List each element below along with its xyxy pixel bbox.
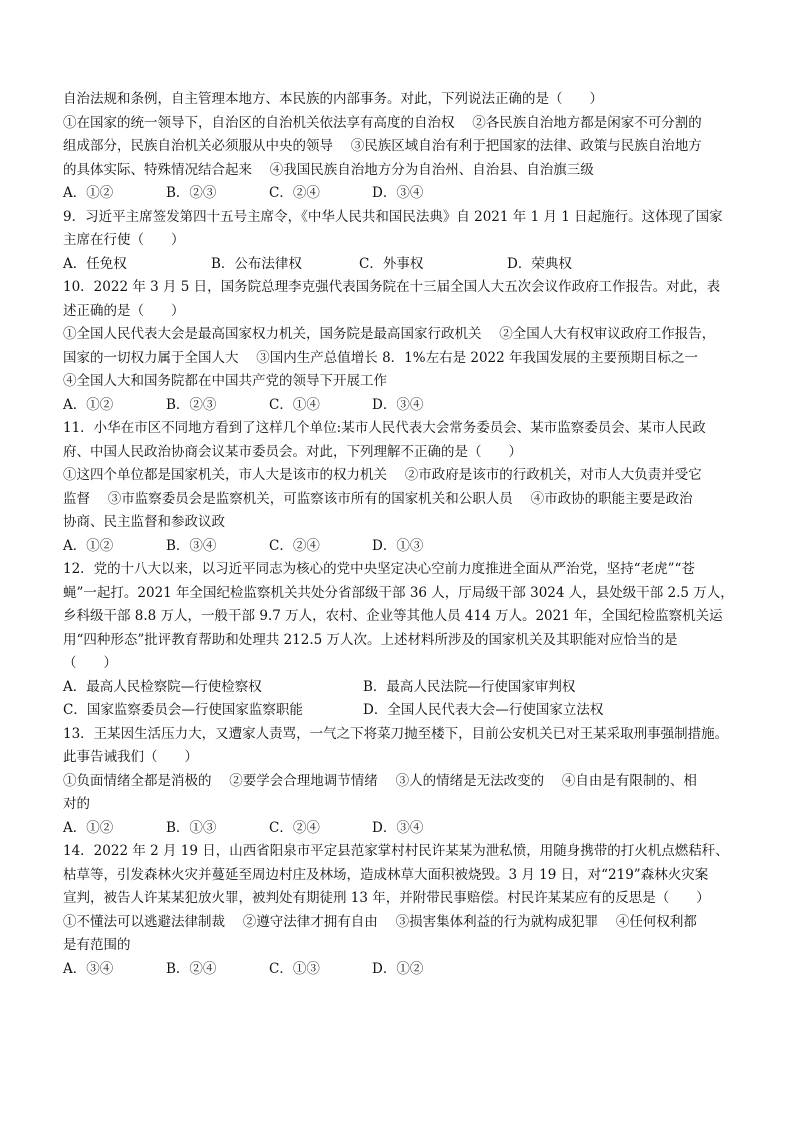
question-13-statement: 对的 <box>63 796 90 812</box>
question-12-options-row <box>63 699 739 723</box>
question-8-statement: 组成部分，民族自治机关必须服从中央的领导 ③民族区域自治有利于把国家的法律、政策与民族自治地方 <box>63 138 702 154</box>
question-10-options <box>63 394 739 418</box>
option-d[interactable]: D．①③ <box>372 537 424 554</box>
question-14-statement: 是有范围的 <box>63 937 131 953</box>
option-d[interactable]: D．③④ <box>372 185 424 201</box>
question-13 <box>63 723 739 841</box>
option-c[interactable]: C．国家监察委员会—行使国家监察职能 <box>63 702 303 718</box>
question-10-statement: ①全国人民代表大会是最高国家权力机关，国务院是最高国家行政机关 ②全国人大有权审议政府工作报告， <box>63 326 716 342</box>
question-12-stem: 12．党的十八大以来，以习近平同志为核心的党中央坚定决心空前力度推进全面从严治党，坚持“老虎”“苍 <box>63 561 695 577</box>
option-a[interactable]: A．①② <box>63 185 114 201</box>
question-list <box>63 88 739 981</box>
question-8-options <box>63 182 739 206</box>
option-a[interactable]: A．最高人民检察院—行使检察权 <box>63 678 262 695</box>
question-9-stem: 9．习近平主席签发第四十五号主席令，《中华人民共和国民法典》自 2021 年 1 月 1 日起施行。这体现了国家 <box>63 208 723 225</box>
question-12-stem: （ ） <box>63 655 117 671</box>
question-12-stem: 蝇”一起打。2021 年全国纪检监察机关共处分省部级干部 36 人，厅局级干部 3024 人，县处级干部 2.5 万人， <box>63 584 734 601</box>
question-9-stem: 主席在行使（ ） <box>63 232 185 248</box>
question-11-options <box>63 535 739 559</box>
question-9-options <box>63 253 739 277</box>
option-c[interactable]: C．外事权 <box>359 255 424 272</box>
question-10-stem: 述正确的是（ ） <box>63 302 185 319</box>
option-b[interactable]: B．最高人民法院—行使国家审判权 <box>363 678 576 695</box>
question-8-statement: 的具体实际、特殊情况结合起来 ④我国民族自治地方分为自治州、自治县、自治旗三级 <box>63 161 594 178</box>
question-10 <box>63 276 739 417</box>
question-10-stem: 10．2022 年 3 月 5 日，国务院总理李克强代表国务院在十三届全国人大五次会议作政府工作报告。对此，表 <box>63 279 721 295</box>
question-10-statement: 国家的一切权力属于全国人大 ③国内生产总值增长 8．1%左右是 2022 年我国发展的主要预期目标之一 <box>63 349 699 366</box>
option-b[interactable]: B．③④ <box>166 537 217 554</box>
option-a[interactable]: A．①② <box>63 396 114 413</box>
question-12-options-row <box>63 676 739 700</box>
option-b[interactable]: B．公布法律权 <box>211 255 302 272</box>
question-9 <box>63 206 739 277</box>
question-14 <box>63 840 739 981</box>
option-c[interactable]: C．①④ <box>269 396 320 413</box>
question-11 <box>63 417 739 558</box>
option-b[interactable]: B．①③ <box>166 819 217 836</box>
question-8 <box>63 88 739 206</box>
question-11-statement: 监督 ③市监察委员会是监察机关，可监察该市所有的国家机关和公职人员 ④市政协的职能主要是政治 <box>63 490 693 507</box>
option-d[interactable]: D．③④ <box>372 396 424 413</box>
question-14-stem: 14．2022 年 2 月 19 日，山西省阳泉市平定县范家掌村村民许某某为泄私愤，用随身携带的打火机点燃秸秆、 <box>63 843 729 859</box>
question-10-statement: ④全国人大和国务院都在中国共产党的领导下开展工作 <box>63 373 387 389</box>
question-11-statement: 协商、民主监督和参政议政 <box>63 514 225 530</box>
question-12-stem: 乡科级干部 8.8 万人，一般干部 9.7 万人，农村、企业等其他人员 414 万人。2021 年，全国纪检监察机关运 <box>63 608 723 624</box>
option-d[interactable]: D．①② <box>372 960 424 977</box>
question-13-statement: ①负面情绪全都是消极的 ②要学会合理地调节情绪 ③人的情绪是无法改变的 ④自由是有限制的、相 <box>63 772 697 789</box>
option-d[interactable]: D．③④ <box>372 819 424 836</box>
question-11-stem: 11．小华在市区不同地方看到了这样几个单位:某市人民代表大会常务委员会、某市监察委员会、某市人民政 <box>63 420 706 436</box>
question-14-statement: ①不懂法可以逃避法律制裁 ②遵守法律才拥有自由 ③损害集体利益的行为就构成犯罪 ④任何权利都 <box>63 913 697 930</box>
question-12 <box>63 558 739 723</box>
option-b[interactable]: B．②④ <box>166 960 217 977</box>
option-c[interactable]: C．①③ <box>269 960 320 977</box>
question-13-options <box>63 817 739 841</box>
question-12-stem: 用“四种形态”批评教育帮助和处理共 212.5 万人次。上述材料所涉及的国家机关及其职能对应恰当的是 <box>63 631 678 648</box>
option-b[interactable]: B．②③ <box>166 185 217 201</box>
option-c[interactable]: C．②④ <box>269 819 320 836</box>
question-11-statement: ①这四个单位都是国家机关，市人大是该市的权力机关 ②市政府是该市的行政机关，对市人大负责并受它 <box>63 467 702 483</box>
question-8-statement: ①在国家的统一领导下，自治区的自治机关依法享有高度的自治权 ②各民族自治地方都是闲家不可分割的 <box>63 114 702 131</box>
option-c[interactable]: C．②④ <box>269 537 320 554</box>
option-c[interactable]: C．②④ <box>269 185 320 201</box>
question-14-options <box>63 958 739 982</box>
option-a[interactable]: A．①② <box>63 819 114 836</box>
option-a[interactable]: A．③④ <box>63 960 114 977</box>
option-d[interactable]: D．荣典权 <box>507 255 572 272</box>
question-13-stem: 13．王某因生活压力大，又遭家人责骂，一气之下将菜刀抛至楼下，目前公安机关已对王某采取刑事强制措施。 <box>63 725 729 742</box>
question-14-stem: 宣判，被告人许某某犯放火罪，被判处有期徒刑 13 年，并附带民事赔偿。村民许某某应有的反思是（ ） <box>63 890 710 906</box>
option-a[interactable]: A．①② <box>63 537 114 554</box>
question-14-stem: 枯草等，引发森林火灾并蔓延至周边村庄及林场，造成林草大面积被烧毁。3 月 19 日，对“219”森林火灾案 <box>63 866 709 883</box>
question-11-stem: 府、中国人民政治协商会议某市委员会。对此，下列理解不正确的是（ ） <box>63 443 522 460</box>
option-a[interactable]: A．任免权 <box>63 255 127 272</box>
option-d[interactable]: D．全国人民代表大会—行使国家立法权 <box>363 702 604 718</box>
question-8-line: 自治法规和条例，自主管理本地方、本民族的内部事务。对此，下列说法正确的是（ ） <box>63 91 603 107</box>
question-13-stem: 此事告诫我们（ ） <box>63 749 198 765</box>
option-b[interactable]: B．②③ <box>166 396 217 413</box>
